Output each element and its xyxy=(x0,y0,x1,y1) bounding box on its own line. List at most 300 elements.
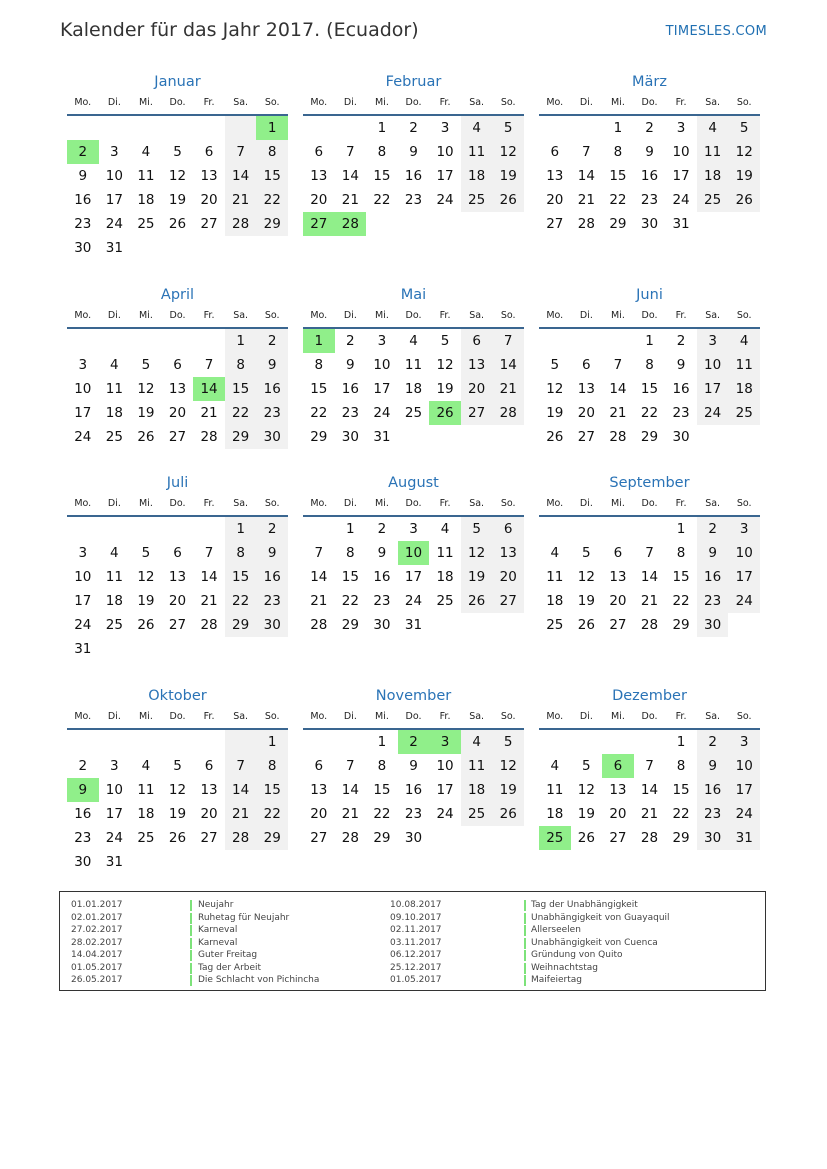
day-cell: 1 xyxy=(346,521,355,537)
weekday-header xyxy=(539,706,760,730)
day-cell: 7 xyxy=(225,140,257,164)
day-cell: 5 xyxy=(141,545,151,561)
day-cell: 20 xyxy=(609,593,627,609)
day-cell: 15 xyxy=(225,377,257,401)
day-cell: 23 xyxy=(697,589,729,613)
day-cell: 4 xyxy=(110,357,119,373)
month-august xyxy=(303,473,524,637)
day-cell: 1 xyxy=(676,521,686,537)
day-cell: 19 xyxy=(168,192,187,208)
day-cell: 18 xyxy=(546,806,564,822)
day-cell: 6 xyxy=(314,758,324,774)
day-cell: 20 xyxy=(461,377,493,401)
day-cell: 15 xyxy=(373,168,391,184)
holiday-marker xyxy=(190,938,192,949)
day-cell: 20 xyxy=(577,405,595,421)
day-cell: 28 xyxy=(640,830,659,846)
weekday-header xyxy=(303,305,524,329)
weekday-label: Sa. xyxy=(705,711,721,722)
day-cell: 30 xyxy=(672,429,690,445)
day-cell: 5 xyxy=(492,116,524,140)
day-cell: 17 xyxy=(404,569,423,585)
day-cell: 29 xyxy=(609,216,627,232)
weekday-label: So. xyxy=(736,97,752,108)
weekday-label: Mo. xyxy=(546,97,564,108)
day-cell: 7 xyxy=(582,144,591,160)
day-cell: 7 xyxy=(645,545,654,561)
day-cell: 29 xyxy=(373,830,391,846)
holiday-date: 01.05.2017 xyxy=(390,975,442,985)
weekday-label: Do. xyxy=(405,498,422,509)
weekday-label: Mo. xyxy=(310,310,328,321)
weekday-label: Di. xyxy=(579,310,593,321)
day-cell: 23 xyxy=(256,589,288,613)
day-cell: 10 xyxy=(728,541,760,565)
holiday-marker xyxy=(524,975,526,986)
holiday-marker xyxy=(524,938,526,949)
day-cell: 19 xyxy=(492,778,524,802)
weekday-label: Mi. xyxy=(610,97,625,108)
day-cell: 18 xyxy=(436,569,454,585)
empty-day-cell xyxy=(193,730,225,754)
weekday-label: Fr. xyxy=(439,711,451,722)
brand-link[interactable]: TIMESLES.COM xyxy=(665,24,767,39)
month-title: Juli xyxy=(166,475,189,491)
day-cell: 21 xyxy=(310,593,328,609)
day-cell: 26 xyxy=(461,589,493,613)
day-cell: 12 xyxy=(492,754,524,778)
weekday-label: Sa. xyxy=(469,498,485,509)
day-cell: 17 xyxy=(74,593,92,609)
day-cell: 27 xyxy=(168,429,187,445)
day-cell: 15 xyxy=(672,782,690,798)
month-juli xyxy=(67,473,288,661)
holiday-day-cell: 9 xyxy=(67,778,99,802)
holiday-marker xyxy=(190,975,192,986)
day-cell: 12 xyxy=(461,541,493,565)
day-cell: 2 xyxy=(377,521,387,537)
day-cell: 25 xyxy=(436,593,454,609)
day-cell: 16 xyxy=(74,806,92,822)
holiday-day-cell: 2 xyxy=(67,140,99,164)
weekday-label: Fr. xyxy=(675,97,687,108)
weekday-label: Di. xyxy=(107,711,121,722)
day-grid xyxy=(303,517,524,637)
day-cell: 18 xyxy=(546,593,564,609)
empty-day-cell xyxy=(571,730,603,754)
day-cell: 2 xyxy=(676,333,686,349)
day-cell: 15 xyxy=(341,569,359,585)
day-cell: 13 xyxy=(168,381,187,397)
day-cell: 1 xyxy=(377,120,387,136)
day-cell: 6 xyxy=(314,144,324,160)
holiday-name: Tag der Arbeit xyxy=(198,962,262,973)
day-cell: 22 xyxy=(672,806,690,822)
weekday-label: Fr. xyxy=(203,97,215,108)
day-cell: 14 xyxy=(640,782,659,798)
day-cell: 7 xyxy=(204,545,214,561)
holiday-day-cell: 27 xyxy=(303,212,335,236)
day-cell: 25 xyxy=(105,617,123,633)
weekday-label: So. xyxy=(264,498,280,509)
day-cell: 9 xyxy=(256,353,288,377)
day-cell: 16 xyxy=(404,168,423,184)
weekday-header xyxy=(539,305,760,329)
month-märz xyxy=(539,72,760,236)
day-cell: 14 xyxy=(225,778,257,802)
weekday-header xyxy=(303,706,524,730)
day-cell: 20 xyxy=(168,405,187,421)
day-cell: 22 xyxy=(373,192,391,208)
day-cell: 11 xyxy=(137,168,155,184)
month-title: Dezember xyxy=(612,688,687,704)
day-cell: 10 xyxy=(74,381,92,397)
day-cell: 17 xyxy=(728,778,760,802)
weekday-label: Mi. xyxy=(374,711,389,722)
empty-day-cell xyxy=(99,116,131,140)
day-cell: 12 xyxy=(168,168,187,184)
empty-day-cell xyxy=(539,517,571,541)
day-cell: 1 xyxy=(225,329,257,353)
day-cell: 26 xyxy=(546,429,564,445)
day-cell: 17 xyxy=(373,381,391,397)
day-cell: 11 xyxy=(404,357,423,373)
day-cell: 10 xyxy=(672,144,690,160)
empty-day-cell xyxy=(225,730,257,754)
month-juni xyxy=(539,285,760,449)
empty-day-cell xyxy=(571,517,603,541)
day-cell: 19 xyxy=(577,593,595,609)
day-cell: 28 xyxy=(492,401,524,425)
holiday-marker xyxy=(190,900,192,911)
empty-day-cell xyxy=(539,329,571,353)
day-cell: 19 xyxy=(461,565,493,589)
day-cell: 5 xyxy=(173,758,182,774)
day-cell: 24 xyxy=(373,405,391,421)
weekday-label: Mi. xyxy=(374,498,389,509)
day-cell: 24 xyxy=(728,589,760,613)
day-cell: 14 xyxy=(492,353,524,377)
empty-day-cell xyxy=(162,329,194,353)
empty-day-cell xyxy=(335,730,367,754)
empty-day-cell xyxy=(130,517,162,541)
day-cell: 19 xyxy=(168,806,187,822)
day-cell: 16 xyxy=(341,381,359,397)
day-cell: 7 xyxy=(225,754,257,778)
day-cell: 28 xyxy=(577,216,595,232)
empty-day-cell xyxy=(193,517,225,541)
holiday-date: 02.01.2017 xyxy=(71,912,123,923)
day-cell: 13 xyxy=(609,782,627,798)
holiday-date: 06.12.2017 xyxy=(390,950,442,960)
holiday-marker xyxy=(524,913,526,924)
day-cell: 19 xyxy=(137,593,155,609)
page-title: Kalender für das Jahr 2017. (Ecuador) xyxy=(60,19,419,41)
weekday-label: Mo. xyxy=(310,498,328,509)
day-cell: 21 xyxy=(225,802,257,826)
day-cell: 29 xyxy=(672,830,690,846)
day-cell: 26 xyxy=(577,617,595,633)
day-cell: 12 xyxy=(546,381,564,397)
empty-day-cell xyxy=(303,730,335,754)
day-cell: 24 xyxy=(436,806,454,822)
holiday-name: Guter Freitag xyxy=(198,950,258,960)
weekday-header xyxy=(303,493,524,517)
day-cell: 15 xyxy=(373,782,391,798)
weekday-label: Di. xyxy=(579,97,593,108)
day-cell: 25 xyxy=(404,405,423,421)
day-cell: 25 xyxy=(137,830,155,846)
weekday-label: Mi. xyxy=(610,498,625,509)
day-cell: 17 xyxy=(74,405,92,421)
day-cell: 11 xyxy=(697,140,729,164)
holiday-date: 27.02.2017 xyxy=(71,925,123,935)
day-cell: 5 xyxy=(173,144,182,160)
month-title: September xyxy=(609,475,690,491)
day-cell: 9 xyxy=(409,758,418,774)
day-cell: 13 xyxy=(200,168,218,184)
day-cell: 4 xyxy=(141,144,151,160)
day-cell: 31 xyxy=(74,641,92,657)
weekday-label: Di. xyxy=(107,97,121,108)
day-cell: 5 xyxy=(582,758,591,774)
day-cell: 6 xyxy=(492,517,524,541)
month-november xyxy=(303,686,524,850)
empty-day-cell xyxy=(67,517,99,541)
weekday-header xyxy=(539,493,760,517)
weekday-header xyxy=(67,706,288,730)
day-cell: 4 xyxy=(550,758,560,774)
day-cell: 27 xyxy=(310,830,328,846)
day-cell: 29 xyxy=(640,429,659,445)
weekday-label: Mo. xyxy=(546,498,564,509)
day-cell: 29 xyxy=(310,429,328,445)
day-grid xyxy=(303,329,524,449)
holiday-name: Karneval xyxy=(198,937,238,948)
day-cell: 1 xyxy=(225,517,257,541)
day-cell: 27 xyxy=(609,617,627,633)
day-cell: 19 xyxy=(137,405,155,421)
day-cell: 1 xyxy=(645,333,654,349)
day-cell: 4 xyxy=(409,333,418,349)
month-mai xyxy=(303,285,524,449)
day-cell: 31 xyxy=(105,240,123,256)
empty-day-cell xyxy=(130,116,162,140)
day-grid xyxy=(539,730,760,850)
day-cell: 30 xyxy=(373,617,391,633)
empty-day-cell xyxy=(571,116,603,140)
day-cell: 14 xyxy=(310,569,328,585)
weekday-label: Do. xyxy=(405,310,422,321)
day-cell: 18 xyxy=(697,164,729,188)
weekday-label: Mi. xyxy=(138,310,153,321)
holiday-day-cell: 1 xyxy=(256,116,288,140)
holiday-date: 25.12.2017 xyxy=(390,962,442,973)
day-cell: 2 xyxy=(409,120,418,136)
day-cell: 10 xyxy=(373,357,391,373)
holiday-marker xyxy=(524,900,526,911)
day-cell: 26 xyxy=(168,830,187,846)
day-cell: 21 xyxy=(640,806,659,822)
weekday-label: Mi. xyxy=(374,310,389,321)
weekday-label: So. xyxy=(264,711,280,722)
day-cell: 25 xyxy=(461,802,493,826)
day-cell: 5 xyxy=(728,116,760,140)
day-cell: 8 xyxy=(377,758,387,774)
day-cell: 2 xyxy=(346,333,355,349)
day-cell: 10 xyxy=(105,782,123,798)
holiday-day-cell: 14 xyxy=(193,377,225,401)
weekday-label: Mo. xyxy=(310,97,328,108)
weekday-header xyxy=(67,493,288,517)
day-cell: 15 xyxy=(640,381,659,397)
day-cell: 15 xyxy=(256,164,288,188)
day-cell: 27 xyxy=(200,216,218,232)
day-cell: 21 xyxy=(492,377,524,401)
day-cell: 3 xyxy=(78,357,88,373)
day-cell: 7 xyxy=(645,758,654,774)
weekday-label: Di. xyxy=(107,498,121,509)
weekday-label: Do. xyxy=(641,97,658,108)
day-cell: 11 xyxy=(546,569,564,585)
day-cell: 17 xyxy=(697,377,729,401)
month-september xyxy=(539,473,760,637)
day-cell: 24 xyxy=(105,830,123,846)
day-cell: 29 xyxy=(256,826,288,850)
day-cell: 4 xyxy=(440,521,450,537)
weekday-header xyxy=(67,305,288,329)
day-cell: 10 xyxy=(436,758,454,774)
holiday-name: Unabhängigkeit von Guayaquil xyxy=(531,912,670,923)
weekday-label: Do. xyxy=(169,498,186,509)
day-cell: 6 xyxy=(582,357,591,373)
day-cell: 16 xyxy=(373,569,391,585)
day-cell: 9 xyxy=(409,144,418,160)
day-cell: 27 xyxy=(461,401,493,425)
month-title: Juni xyxy=(636,287,663,303)
holiday-day-cell: 6 xyxy=(602,754,634,778)
holiday-date: 28.02.2017 xyxy=(71,937,123,948)
day-cell: 26 xyxy=(577,830,595,846)
day-cell: 18 xyxy=(105,593,123,609)
day-cell: 8 xyxy=(346,545,355,561)
day-cell: 13 xyxy=(168,569,187,585)
weekday-label: Mi. xyxy=(610,310,625,321)
holiday-name: Karneval xyxy=(198,925,238,935)
day-cell: 5 xyxy=(440,333,450,349)
day-cell: 3 xyxy=(110,144,119,160)
day-cell: 11 xyxy=(105,381,123,397)
day-cell: 22 xyxy=(373,806,391,822)
day-cell: 23 xyxy=(341,405,359,421)
day-cell: 5 xyxy=(141,357,151,373)
weekday-label: Fr. xyxy=(439,97,451,108)
day-cell: 10 xyxy=(697,353,729,377)
holiday-marker xyxy=(190,925,192,936)
day-cell: 31 xyxy=(373,429,391,445)
day-cell: 27 xyxy=(546,216,564,232)
day-cell: 25 xyxy=(697,188,729,212)
holiday-date: 01.05.2017 xyxy=(71,962,123,973)
month-title: Januar xyxy=(154,74,201,90)
day-cell: 27 xyxy=(492,589,524,613)
empty-day-cell xyxy=(225,116,257,140)
day-cell: 11 xyxy=(436,545,454,561)
day-cell: 12 xyxy=(168,782,187,798)
weekday-label: So. xyxy=(500,711,516,722)
day-cell: 21 xyxy=(341,192,359,208)
weekday-label: Di. xyxy=(343,711,357,722)
empty-day-cell xyxy=(634,517,666,541)
day-cell: 3 xyxy=(110,758,119,774)
weekday-label: Mo. xyxy=(546,310,564,321)
day-grid xyxy=(539,517,760,637)
holiday-day-cell: 28 xyxy=(335,212,367,236)
empty-day-cell xyxy=(602,517,634,541)
day-cell: 26 xyxy=(492,802,524,826)
day-cell: 17 xyxy=(105,192,123,208)
day-cell: 3 xyxy=(409,521,418,537)
day-cell: 7 xyxy=(492,329,524,353)
day-cell: 6 xyxy=(461,329,493,353)
day-cell: 17 xyxy=(105,806,123,822)
weekday-label: Di. xyxy=(579,498,593,509)
holiday-date: 03.11.2017 xyxy=(390,937,442,948)
day-cell: 12 xyxy=(577,569,595,585)
holiday-day-cell: 26 xyxy=(429,401,461,425)
empty-day-cell xyxy=(67,116,99,140)
day-cell: 2 xyxy=(78,758,88,774)
day-cell: 9 xyxy=(256,541,288,565)
day-cell: 1 xyxy=(676,734,686,750)
month-april xyxy=(67,285,288,449)
weekday-label: Mi. xyxy=(138,498,153,509)
weekday-label: Sa. xyxy=(705,498,721,509)
day-cell: 24 xyxy=(404,593,423,609)
day-cell: 19 xyxy=(728,164,760,188)
day-cell: 24 xyxy=(672,192,690,208)
day-cell: 19 xyxy=(577,806,595,822)
day-cell: 8 xyxy=(676,758,686,774)
weekday-label: Di. xyxy=(343,498,357,509)
holiday-date: 26.05.2017 xyxy=(71,975,123,985)
day-cell: 16 xyxy=(404,782,423,798)
day-cell: 17 xyxy=(672,168,690,184)
day-grid xyxy=(539,329,760,449)
day-cell: 16 xyxy=(672,381,690,397)
day-cell: 13 xyxy=(310,782,328,798)
day-cell: 23 xyxy=(256,401,288,425)
day-cell: 28 xyxy=(609,429,627,445)
day-cell: 21 xyxy=(341,806,359,822)
weekday-label: Do. xyxy=(405,711,422,722)
day-cell: 28 xyxy=(640,617,659,633)
day-cell: 16 xyxy=(640,168,659,184)
day-cell: 12 xyxy=(492,140,524,164)
day-cell: 22 xyxy=(609,192,627,208)
day-cell: 21 xyxy=(640,593,659,609)
day-cell: 10 xyxy=(74,569,92,585)
weekday-label: Sa. xyxy=(469,97,485,108)
day-cell: 20 xyxy=(168,593,187,609)
day-cell: 8 xyxy=(256,140,288,164)
empty-day-cell xyxy=(99,329,131,353)
day-cell: 23 xyxy=(74,216,92,232)
empty-day-cell xyxy=(602,329,634,353)
holiday-day-cell: 25 xyxy=(539,826,571,850)
day-cell: 15 xyxy=(310,381,328,397)
day-cell: 17 xyxy=(436,782,454,798)
